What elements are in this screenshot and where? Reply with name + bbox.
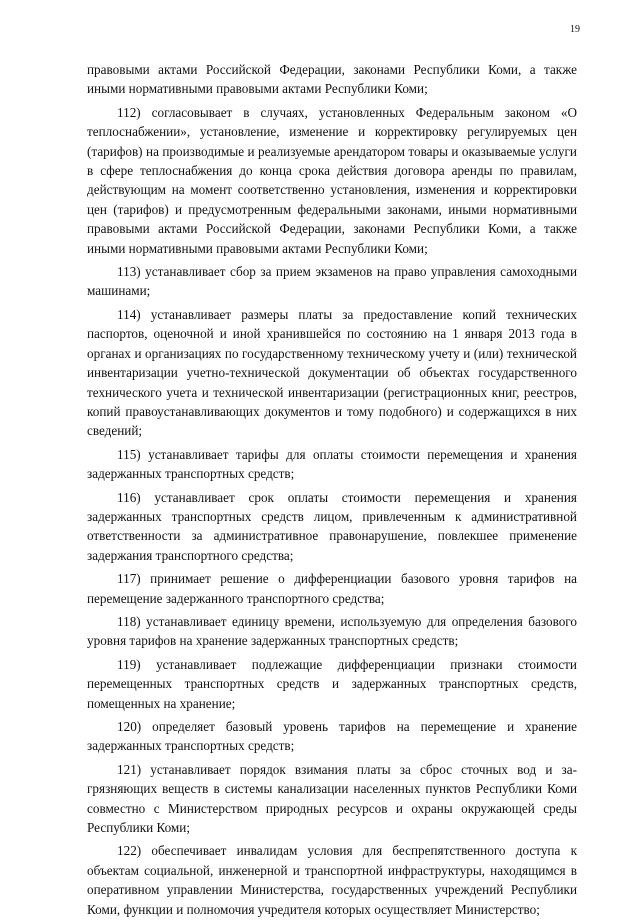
paragraph-114: 114) устанавливает размеры платы за предоставление копий технических паспортов, оценочной и иной хранившейся по состоянию на 1 января 2013 года в органах и организациях по государственному техническому учету и (или) технической инвентаризации учетно-технической документации об объектах государственного технического учета и технической инвентаризации (регистрационных книг, реестров, копий правоустанавливающих документов и тому подобного) и содержащихся в них сведений; (87, 306, 577, 439)
paragraph-117: 117) принимает решение о дифференциации базового уровня тарифов на перемещение задержанного транспортного средства; (87, 571, 577, 606)
paragraph-122: 122) обеспечивает инвалидам условия для беспрепятственного доступа к объектам социальной, инженерной и транспортной инфраструктуры, находящимся в оперативном управлении Министерства, государственных учреждений Республики Коми, функции и полномочия учредителя которых осуществляет Министерство; (87, 843, 577, 917)
paragraph-119: 119) устанавливает подлежащие дифференциации признаки стоимости перемещенных транспортных средств и задержанных транспортных средств, помещенных на хранение; (87, 656, 577, 711)
paragraph-121: 121) устанавливает порядок взимания платы за сброс сточных вод и загрязняющих веществ в системы канализации населенных пунктов Республики Коми совместно с Министерством природных ресурсов и охраны окружающей среды Республики Коми; (87, 761, 577, 836)
document-body (87, 60, 577, 923)
paragraph-116: 116) устанавливает срок оплаты стоимости перемещения и хранения задержанных транспортных средств лицом, привлеченным к административной ответственности за административное правонарушение, повлекшее применение задержания транспортного средства; (87, 489, 577, 563)
paragraph-120: 120) определяет базовый уровень тарифов на перемещение и хранение задержанных транспортных средств; (87, 719, 577, 754)
paragraph-113: 113) устанавливает сбор за прием экзаменов на право управления самоходными машинами; (87, 264, 577, 299)
paragraph-112: 112) согласовывает в случаях, установленных Федеральным законом «О теплоснабжении», установление, изменение и корректировку регулируемых цен (тарифов) на производимые и реализуемые арендатором товары и оказываемые услуги в сфере теплоснабжения до конца срока действия договора аренды по правилам, действующим на момент соответственно установления, изменения и корректировки цен (тарифов) и предусмотренным федеральными законами, иными нормативными правовыми актами Российской Федерации, законами Республики Коми, а также иными нормативными правовыми актами Республики Коми; (87, 104, 577, 256)
paragraph-115: 115) устанавливает тарифы для оплаты стоимости перемещения и хранения задержанных транспортных средств; (87, 446, 577, 482)
page-number: 19 (570, 24, 580, 35)
paragraph-118: 118) устанавливает единицу времени, используемую для определения базового уровня тарифов на хранение задержанных транспортных средств; (87, 613, 577, 649)
paragraph-continuation: правовыми актами Российской Федерации, законами Республики Коми, а также иными нормативными правовыми актами Республики Коми; (87, 62, 577, 97)
